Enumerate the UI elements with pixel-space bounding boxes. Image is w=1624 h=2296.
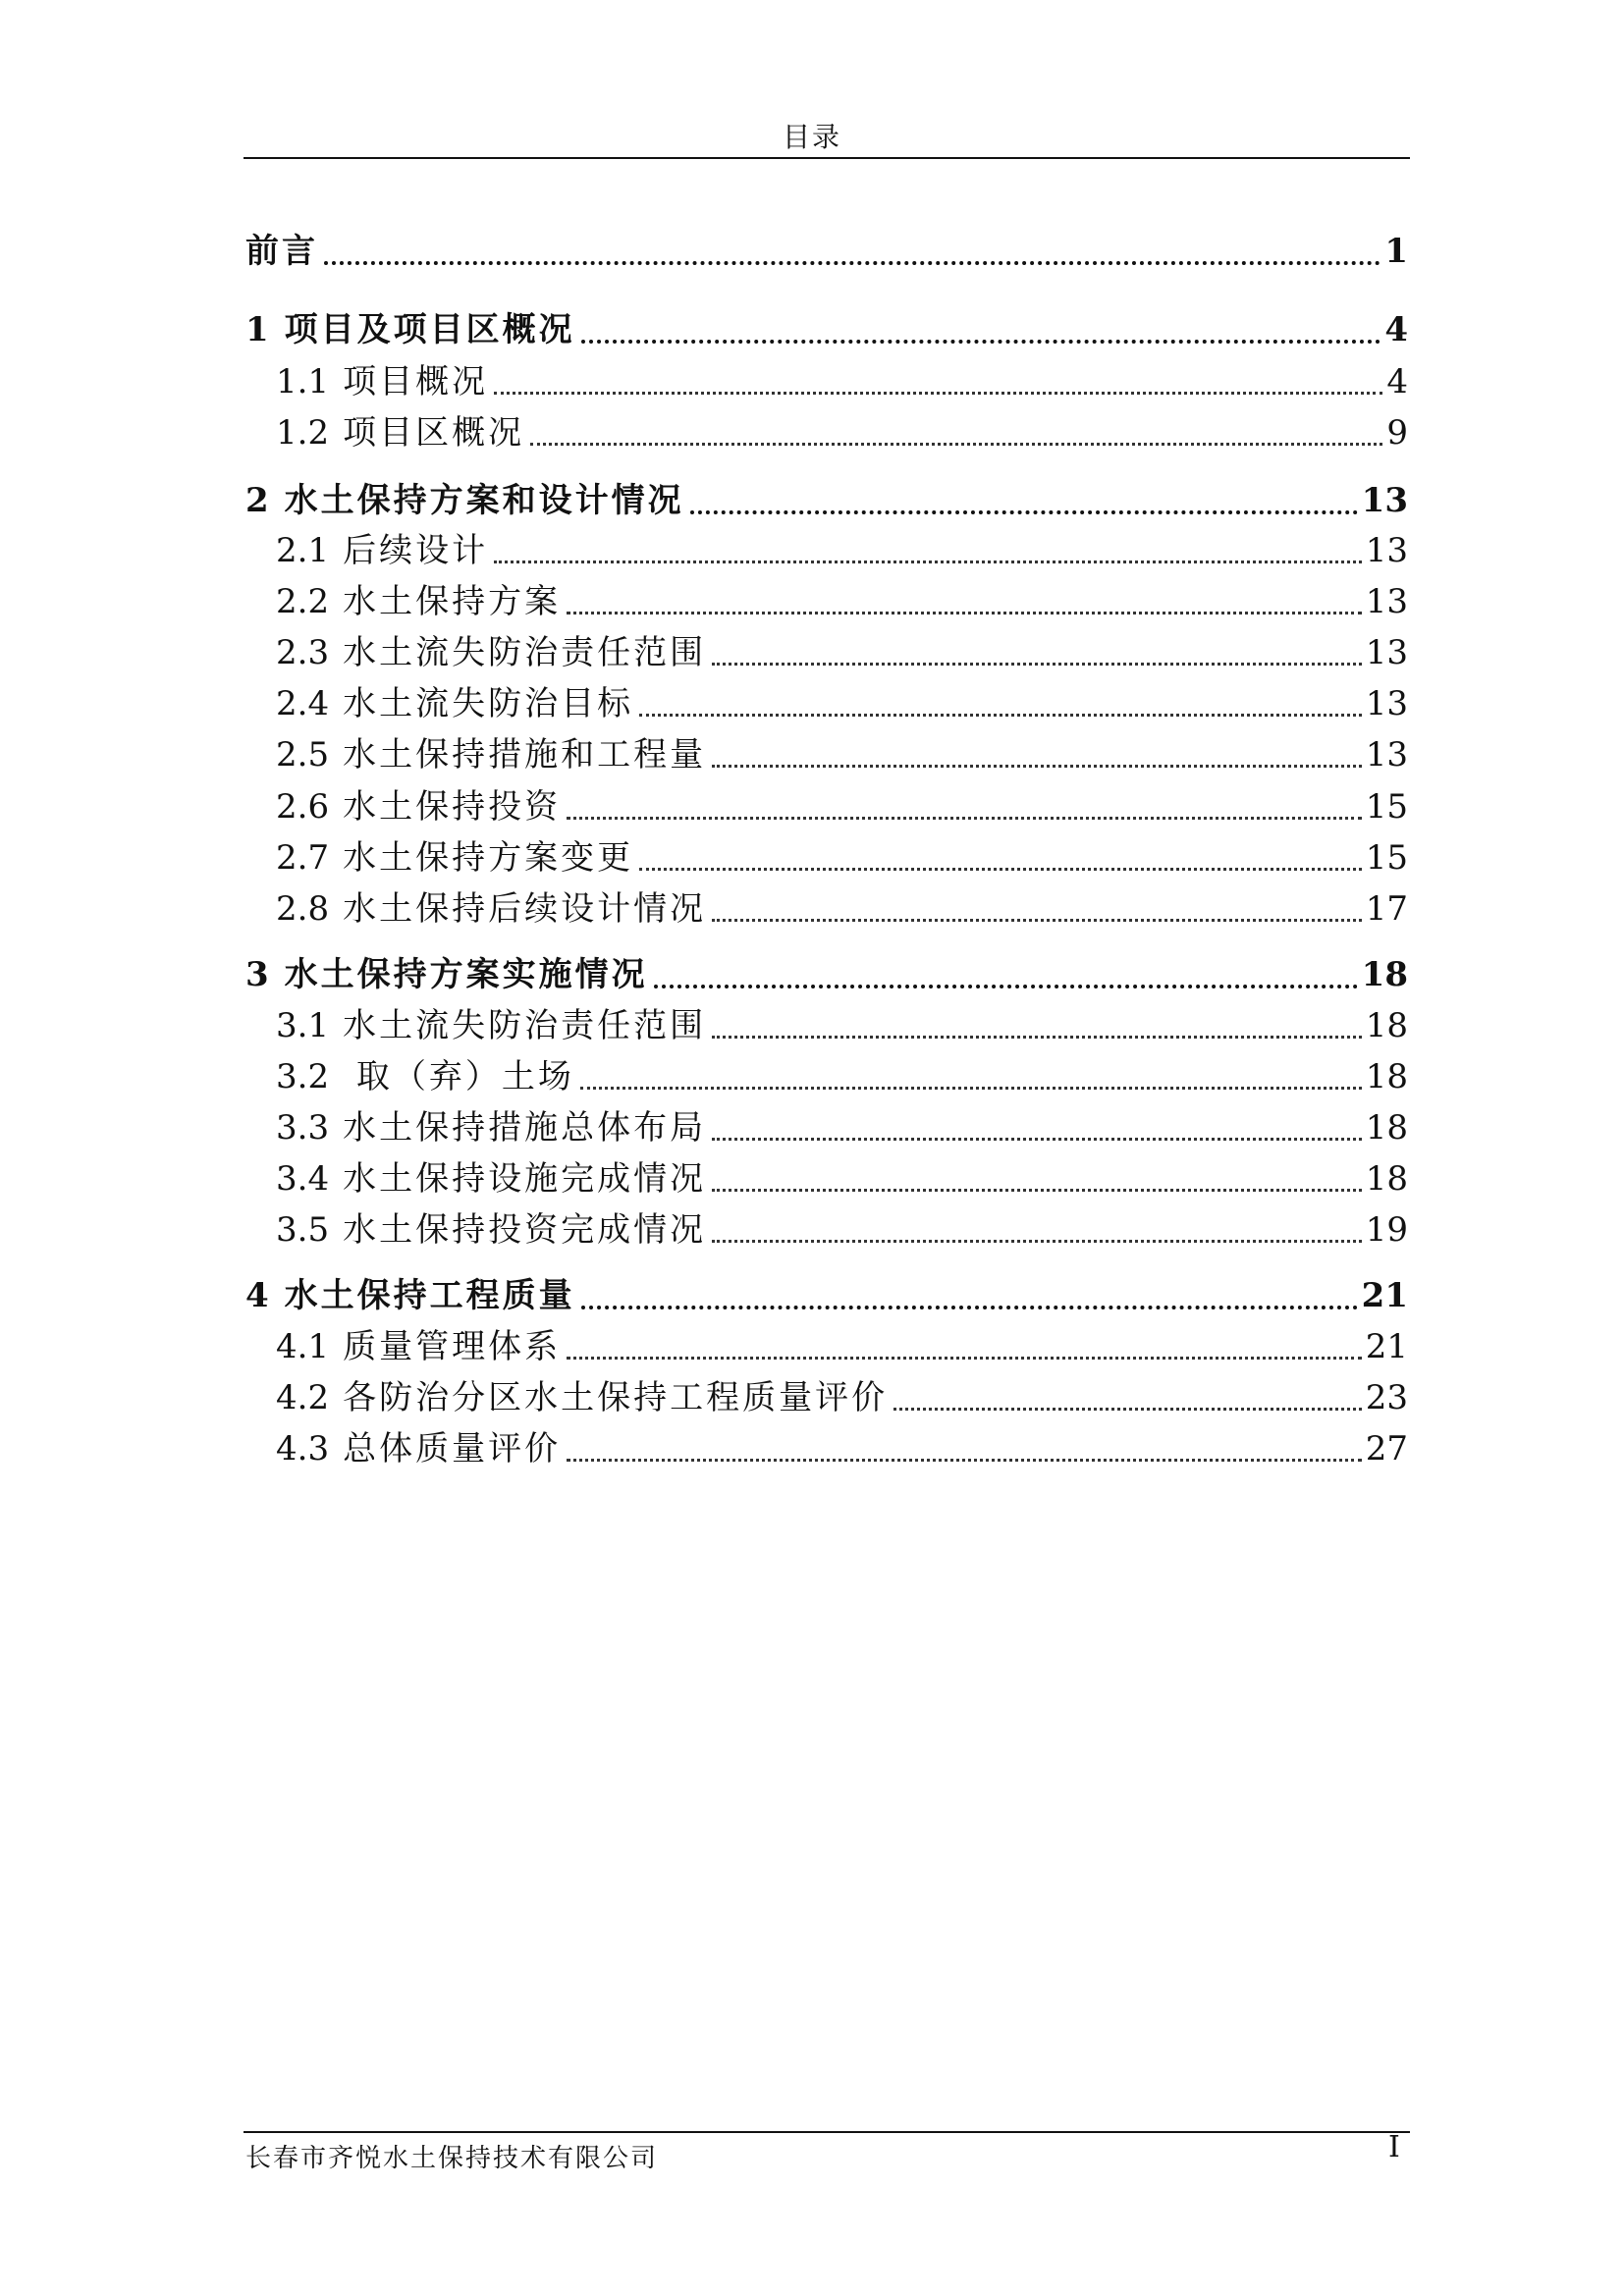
toc-dot-leader [893, 1408, 1362, 1411]
toc-entry-label: 水土保持措施和工程量 [343, 735, 707, 774]
toc-entry-page: 15 [1365, 787, 1408, 827]
toc-dot-leader [690, 510, 1358, 514]
toc-dot-leader [712, 1189, 1362, 1192]
toc-entry-number: 3.3 [276, 1108, 330, 1148]
toc-entry-label: 水土流失防治责任范围 [343, 1006, 707, 1045]
toc-entry-number: 2.7 [276, 838, 330, 878]
toc-entry-number: 1 [245, 310, 269, 349]
toc-entry[interactable] [245, 1262, 1408, 1317]
toc-entry[interactable] [245, 348, 1408, 403]
toc-entry-page: 18 [1365, 1006, 1408, 1045]
toc-entry-page: 13 [1365, 582, 1408, 621]
toc-dot-leader [581, 1306, 1358, 1309]
toc-dot-leader [567, 817, 1362, 820]
toc-entry-label: 水土流失防治责任范围 [343, 633, 707, 672]
toc-dot-leader [530, 443, 1382, 446]
toc-entry[interactable] [245, 670, 1408, 725]
toc-dot-leader [567, 1459, 1362, 1462]
toc-entry-page: 13 [1365, 735, 1408, 774]
toc-entry-label: 水土保持方案和设计情况 [284, 481, 684, 520]
header-rule [244, 157, 1410, 159]
toc-dot-leader [712, 1138, 1362, 1141]
toc-entry-page: 19 [1365, 1210, 1408, 1250]
toc-entry-number: 3.5 [276, 1210, 330, 1250]
toc-entry[interactable] [245, 941, 1408, 996]
toc-entry-label: 项目概况 [343, 362, 489, 401]
toc-entry[interactable] [245, 218, 1408, 273]
toc-entry-page: 13 [1365, 684, 1408, 723]
toc-dot-leader [654, 985, 1358, 988]
toc-entry[interactable] [245, 774, 1408, 828]
toc-entry[interactable] [245, 467, 1408, 522]
toc-entry-page: 9 [1386, 413, 1408, 453]
toc-entry-number: 3.4 [276, 1159, 330, 1199]
toc-entry-number: 2.4 [276, 684, 330, 723]
toc-entry[interactable] [245, 876, 1408, 931]
toc-dot-leader [712, 765, 1362, 768]
toc-entry-label: 项目及项目区概况 [284, 310, 575, 349]
toc-entry-page: 21 [1361, 1276, 1408, 1315]
toc-entry-number: 2.3 [276, 633, 330, 672]
toc-entry[interactable] [245, 568, 1408, 623]
toc-entry-number: 4.3 [276, 1429, 330, 1468]
toc-entry-number: 3.1 [276, 1006, 330, 1045]
toc-entry-label: 水土保持投资完成情况 [343, 1210, 707, 1250]
toc-entry-label: 水土保持措施总体布局 [343, 1108, 707, 1148]
toc-entry-label: 各防治分区水土保持工程质量评价 [343, 1378, 889, 1417]
toc-entry-label: 水土保持方案实施情况 [284, 955, 648, 994]
toc-entry[interactable] [245, 1313, 1408, 1368]
toc-entry-label: 水土保持投资 [343, 787, 562, 827]
toc-entry[interactable] [245, 1415, 1408, 1470]
toc-dot-leader [580, 1087, 1362, 1090]
toc-entry[interactable] [245, 400, 1408, 454]
toc-entry[interactable] [245, 992, 1408, 1047]
toc-dot-leader [712, 919, 1362, 922]
toc-dot-leader [581, 340, 1381, 344]
toc-entry-number: 2 [245, 481, 269, 520]
toc-entry-page: 27 [1365, 1429, 1408, 1468]
toc-entry-page: 23 [1365, 1378, 1408, 1417]
toc-dot-leader [494, 561, 1362, 563]
toc-entry[interactable] [245, 825, 1408, 880]
toc-entry-label: 水土保持后续设计情况 [343, 889, 707, 929]
toc-entry-label: 水土保持设施完成情况 [343, 1159, 707, 1199]
toc-entry[interactable] [245, 1197, 1408, 1252]
toc-entry-page: 4 [1386, 362, 1408, 401]
toc-entry-label: 水土流失防治目标 [343, 684, 634, 723]
toc-entry-number: 2.5 [276, 735, 330, 774]
toc-entry-number: 2.1 [276, 531, 330, 570]
toc-entry-number: 2.6 [276, 787, 330, 827]
toc-entry-page: 21 [1365, 1327, 1408, 1366]
toc-entry-number: 1.2 [276, 413, 330, 453]
toc-entry[interactable] [245, 721, 1408, 776]
toc-entry-page: 17 [1365, 889, 1408, 929]
toc-entry-number: 4.2 [276, 1378, 330, 1417]
toc-entry-number: 3 [245, 955, 269, 994]
toc-entry[interactable] [245, 1364, 1408, 1419]
toc-entry-number: 3.2 [276, 1057, 330, 1096]
toc-entry-label: 水土保持方案变更 [343, 838, 634, 878]
toc-entry-number: 2.8 [276, 889, 330, 929]
toc-entry-page: 13 [1365, 531, 1408, 570]
toc-dot-leader [494, 392, 1382, 395]
toc-entry[interactable] [245, 517, 1408, 572]
toc-dot-leader [324, 261, 1380, 265]
toc-entry-label: 水土保持工程质量 [284, 1276, 575, 1315]
toc-dot-leader [712, 1240, 1362, 1243]
page-header-title: 目录 [782, 121, 841, 153]
toc-entry-page: 18 [1361, 955, 1408, 994]
toc-entry-label: 前言 [245, 232, 318, 271]
footer-rule [244, 2131, 1410, 2133]
toc-entry-number: 4 [245, 1276, 269, 1315]
toc-entry[interactable] [245, 619, 1408, 674]
toc-entry-page: 18 [1365, 1057, 1408, 1096]
toc-entry-page: 18 [1365, 1108, 1408, 1148]
toc-entry-page: 18 [1365, 1159, 1408, 1199]
toc-dot-leader [712, 1036, 1362, 1039]
toc-entry-label: 水土保持方案 [343, 582, 562, 621]
toc-entry-number: 1.1 [276, 362, 330, 401]
toc-entry-label: 总体质量评价 [343, 1429, 562, 1468]
footer-company: 长春市齐悦水土保持技术有限公司 [245, 2144, 659, 2173]
toc-entry-page: 15 [1365, 838, 1408, 878]
toc-entry-number: 4.1 [276, 1327, 330, 1366]
toc-entry[interactable] [245, 1043, 1408, 1098]
toc-entry-label: 后续设计 [343, 531, 489, 570]
toc-entry-label: 取（弃）土场 [343, 1057, 574, 1096]
toc-dot-leader [567, 612, 1362, 614]
toc-entry[interactable] [245, 1146, 1408, 1201]
toc-entry-label: 质量管理体系 [343, 1327, 562, 1366]
toc-entry-page: 1 [1384, 232, 1408, 271]
toc-entry-label: 项目区概况 [343, 413, 525, 453]
toc-dot-leader [639, 714, 1362, 717]
toc-dot-leader [567, 1357, 1362, 1360]
toc-entry-page: 13 [1361, 481, 1408, 520]
toc-entry-page: 13 [1365, 633, 1408, 672]
toc-entry-number: 2.2 [276, 582, 330, 621]
toc-dot-leader [712, 663, 1362, 666]
toc-entry[interactable] [245, 296, 1408, 351]
toc-entry[interactable] [245, 1095, 1408, 1149]
toc-dot-leader [639, 868, 1362, 871]
toc-entry-page: 4 [1384, 310, 1408, 349]
footer-page-number: I [1388, 2130, 1400, 2164]
